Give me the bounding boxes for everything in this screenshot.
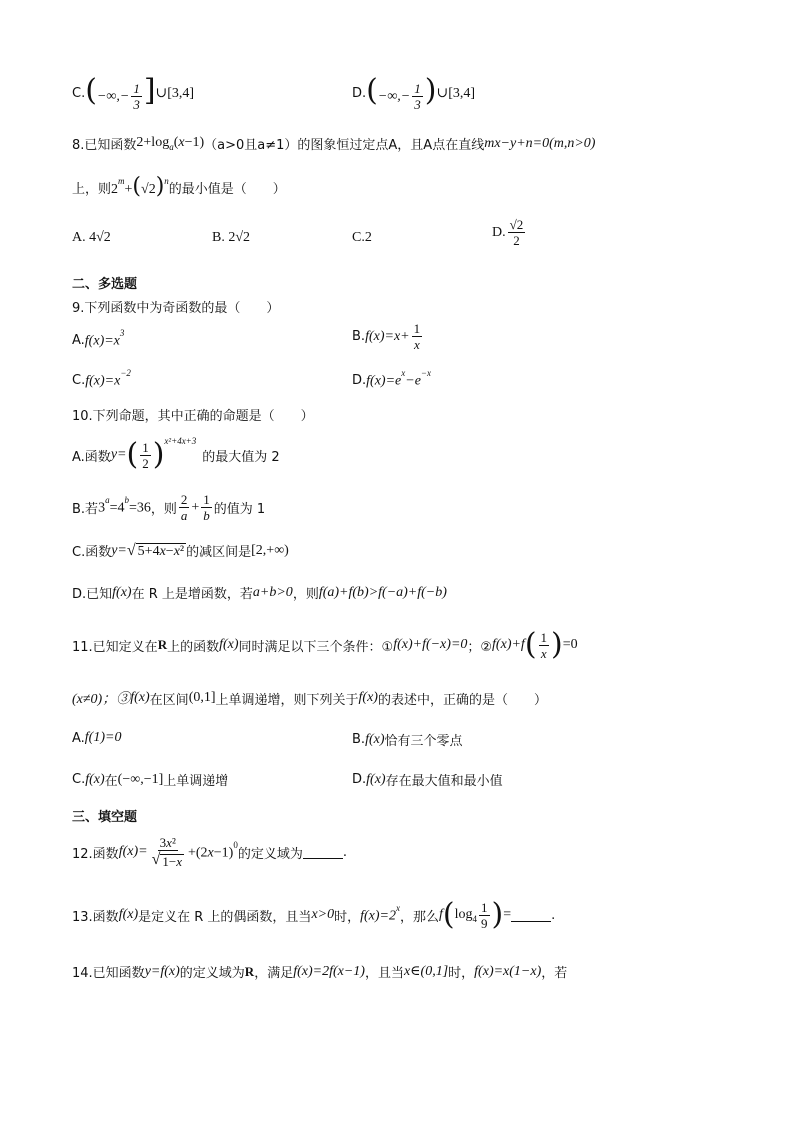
q9-option-d: D. $f(x)=e^x-e^{-x}$ bbox=[352, 368, 431, 389]
q14-suffix: ，若 bbox=[541, 966, 568, 981]
section-title: 二、多选题 bbox=[72, 277, 138, 292]
option-suffix: 的最大值为 2 bbox=[202, 449, 280, 465]
q10-stem-text: 10.下列命题，其中正确的命题是（ ） bbox=[72, 409, 314, 424]
option-mid2: ，则 bbox=[292, 587, 319, 602]
q8-option-d: D. √2 2 bbox=[492, 217, 524, 248]
option-tail: ∪[3,4] bbox=[155, 86, 195, 102]
q13-mid: 是定义在 R 上的偶函数，且当 bbox=[138, 909, 312, 925]
option-label: B. bbox=[352, 732, 366, 747]
q14-mid: 的定义域为 bbox=[179, 966, 245, 981]
q10-option-a: A.函数 y= ( 1 2 ) x²+4x+3 的最大值为 2 bbox=[72, 436, 280, 472]
option-label: C. bbox=[72, 86, 86, 102]
q9-option-b: B. f(x)=x+ $\frac{1}{x}$ bbox=[352, 321, 421, 352]
answer-blank[interactable] bbox=[303, 846, 343, 859]
q8-stem-line2: 上，则 $2^m+(√2)^n$ 的最小值是（ ） bbox=[72, 174, 286, 199]
q11-mid2: 同时满足以下三个条件：① bbox=[238, 639, 394, 655]
section-heading-fill bbox=[72, 806, 137, 825]
q14-prefix: 14.已知函数 bbox=[72, 966, 145, 981]
q9-stem-text: 9.下列函数中为奇函数的最（ ） bbox=[72, 301, 280, 316]
option-label: B. bbox=[352, 329, 366, 344]
q14-stem: 14.已知函数 y=f(x) 的定义域为 R ，满足 f(x)=2f(x−1) ，且当 x∈(0,1] 时， f(x)=x(1−x) ，若 bbox=[72, 963, 568, 981]
q12-prefix: 12.函数 bbox=[72, 846, 119, 862]
q12-suffix: 的定义域为 bbox=[237, 846, 303, 862]
q11-suffix: 的表述中，正确的是（ ） bbox=[377, 692, 547, 708]
q8-cond: （a>0且a≠1）的图象恒过定点A，且A点在直线 bbox=[204, 138, 485, 153]
q14-mid3: ，且当 bbox=[364, 966, 404, 981]
option-prefix: A.函数 bbox=[72, 449, 111, 465]
q11-stem-line2: (x≠0)；③ f(x) 在区间 (0,1] 上单调递增，则下列关于 f(x) 的表述中，正确的是（ ） bbox=[72, 690, 547, 708]
option-suffix: 的减区间是 bbox=[186, 545, 252, 560]
q13-stem: 13.函数 f(x) 是定义在 R 上的偶函数，且当 x>0 时， $f(x)=2^x$ ，那么 f ( $\log_4$ 1 9 ) = . bbox=[72, 897, 556, 932]
q8-option-c bbox=[352, 230, 372, 246]
q10-option-d: D.已知 f(x) 在 R 上是增函数，若 a+b>0 ，则 f(a)+f(b)>f(−a)+f(−b) bbox=[72, 584, 447, 602]
q9-option-a: A. $f(x)=x^3$ bbox=[72, 328, 125, 349]
q11-prefix: 11.已知定义在 bbox=[72, 639, 158, 655]
q10-option-c: C.函数 y= √ 5+4x−x² 的减区间是 [2,+∞) bbox=[72, 541, 289, 560]
option-label: D. bbox=[352, 86, 367, 102]
option-suffix: 恰有三个零点 bbox=[384, 734, 463, 749]
q8-line2-suffix: 的最小值是（ ） bbox=[168, 181, 286, 197]
q13-mid3: ，那么 bbox=[400, 909, 440, 925]
option-text: C.2 bbox=[352, 230, 372, 245]
q8-prefix: 8.已知函数 bbox=[72, 138, 137, 153]
q13-prefix: 13.函数 bbox=[72, 909, 119, 925]
option-tail: ∪[3,4] bbox=[436, 86, 476, 102]
option-label: C. bbox=[72, 772, 86, 787]
q7-option-c: C. (−∞,− $\frac{1}{3}$ ] ∪[3,4] bbox=[72, 73, 195, 113]
q8-line2-prefix: 上，则 bbox=[72, 181, 112, 197]
q8-option-a bbox=[72, 230, 111, 246]
option-suffix: 存在最大值和最小值 bbox=[385, 774, 503, 789]
q8-line-eq: mx−y+n=0(m,n>0) bbox=[484, 135, 596, 151]
option-suffix: 的值为 1 bbox=[213, 502, 266, 517]
q7-option-d: D. (−∞,− $\frac{1}{3}$ ) ∪[3,4] bbox=[352, 73, 476, 113]
q11-option-b: B. f(x) 恰有三个零点 bbox=[352, 731, 463, 749]
option-mid: 在 bbox=[104, 774, 118, 789]
q11-option-d: D. f(x) 存在最大值和最小值 bbox=[352, 771, 503, 789]
option-text: B. 2√2 bbox=[212, 230, 251, 245]
option-label: C. bbox=[72, 372, 86, 388]
option-label: A. bbox=[72, 730, 85, 746]
q11-mid: 上的函数 bbox=[167, 639, 220, 655]
q8-stem-line1: 8.已知函数 $2+\log_a(x-1)$ （a>0且a≠1）的图象恒过定点A，且A点在直线 mx−y+n=0(m,n>0) bbox=[72, 135, 596, 153]
option-prefix: D.已知 bbox=[72, 587, 113, 602]
option-label: D. bbox=[352, 772, 367, 787]
option-label: D. bbox=[352, 372, 367, 388]
option-mid: ，则 bbox=[150, 502, 177, 517]
option-prefix: B.若 bbox=[72, 502, 99, 517]
q11-mid: 在区间 bbox=[149, 692, 189, 708]
real-set: R bbox=[244, 963, 255, 979]
section-title: 三、填空题 bbox=[72, 810, 138, 825]
q9-stem bbox=[72, 297, 279, 316]
q10-stem bbox=[72, 405, 314, 424]
q11-option-a: A. f(1)=0 bbox=[72, 730, 122, 746]
q11-mid2: 上单调递增，则下列关于 bbox=[215, 692, 359, 708]
section-heading-multi bbox=[72, 273, 137, 292]
q8-option-b bbox=[212, 230, 250, 246]
q10-option-b: B.若 $3^a=4^b=36$ ，则 2 a + $\frac{1}{b}$ 的值为 1 bbox=[72, 492, 266, 523]
option-suffix: 上单调递增 bbox=[163, 774, 229, 789]
q14-mid4: 时， bbox=[448, 966, 475, 981]
q9-option-c: C. $f(x)=x^{-2}$ bbox=[72, 368, 131, 389]
option-text: A. 4√2 bbox=[72, 230, 111, 245]
q11-mid3: ；② bbox=[467, 639, 493, 655]
option-label: D. bbox=[492, 224, 506, 240]
q12-stem: 12.函数 f(x)= 3x² √ 1−x $+(2x-1)^0$ 的定义域为 . bbox=[72, 835, 347, 869]
q11-cond: (x≠0)；③ bbox=[72, 692, 131, 707]
q11-stem-line1: 11.已知定义在 R 上的函数 f(x) 同时满足以下三个条件：① f(x)+f(−x)=0 ；② f(x)+f ( 1 x ) =0 bbox=[72, 627, 578, 662]
option-label: A. bbox=[72, 332, 85, 348]
real-set: R bbox=[157, 637, 168, 652]
q13-mid2: 时， bbox=[334, 909, 361, 925]
q14-mid2: ，满足 bbox=[254, 966, 294, 981]
option-mid: 在 R 上是增函数，若 bbox=[131, 587, 253, 602]
q11-option-c: C. f(x) 在 (−∞,−1] 上单调递增 bbox=[72, 771, 229, 789]
answer-blank[interactable] bbox=[511, 909, 551, 922]
option-prefix: C.函数 bbox=[72, 545, 112, 560]
